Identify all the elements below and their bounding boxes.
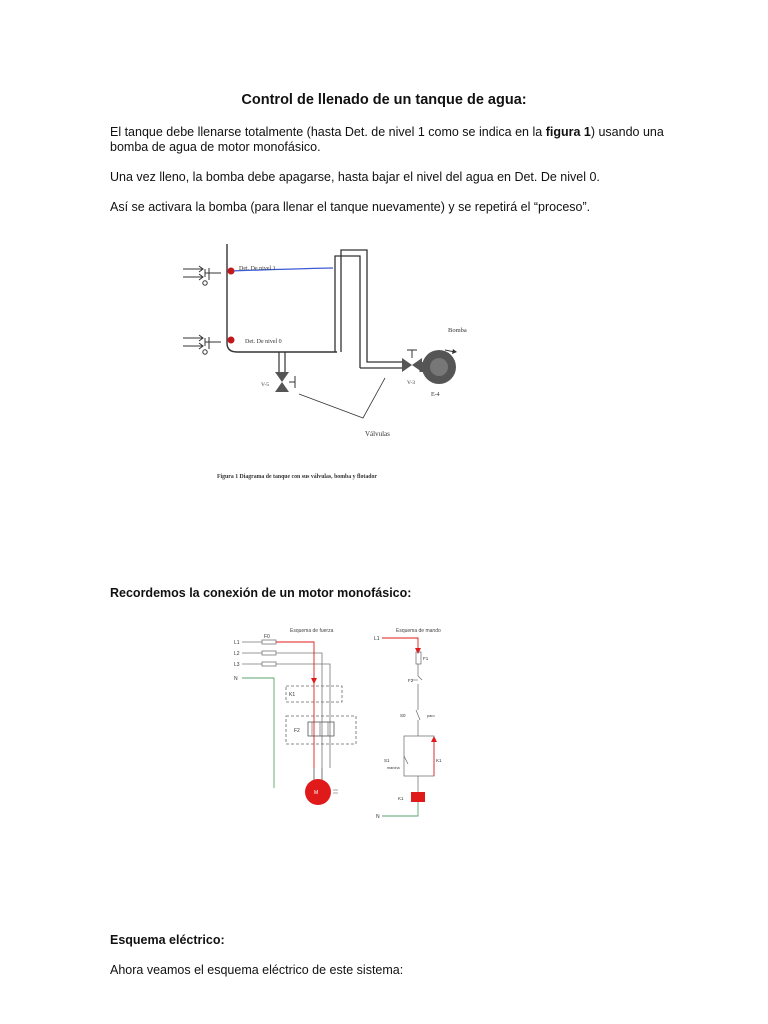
label-level-0: Det. De nivel 0: [245, 339, 282, 345]
figure-reference: figura 1: [545, 125, 591, 139]
level-1-sensor: [228, 268, 235, 275]
label-valves: Válvulas: [365, 430, 390, 438]
label-control-K1: K1: [436, 758, 442, 763]
level-0-sensor: [228, 337, 235, 344]
label-S0-note: paro: [427, 714, 435, 718]
heading-electric-scheme: Esquema eléctrico:: [110, 933, 225, 947]
label-pump: Bomba: [448, 327, 467, 334]
paragraph-restart: Así se activara la bomba (para llenar el tanque nuevamente) y se repetirá el “proceso”.: [110, 200, 591, 214]
label-N: N: [234, 676, 238, 682]
label-v3: V-3: [407, 380, 416, 386]
control-phase-wire: [382, 638, 418, 652]
label-F2: F2: [294, 728, 300, 734]
control-neutral-wire: [382, 802, 418, 816]
label-S1-note: marcha: [387, 766, 400, 770]
level-1-switch: [183, 266, 221, 285]
label-S0: S0: [400, 713, 406, 718]
label-L3: L3: [234, 662, 240, 668]
label-control-F2: F2: [408, 678, 414, 683]
label-motor: M: [314, 790, 319, 796]
pipe-inlet-inner: [341, 250, 402, 362]
label-coil-K1: K1: [398, 796, 404, 801]
motor-wiring-diagram: [228, 618, 460, 828]
label-L1: L1: [234, 640, 240, 646]
label-F1: F1: [423, 656, 429, 661]
coil-K1: [411, 792, 425, 802]
level-0-switch: [183, 335, 221, 354]
pipe-inlet: [335, 256, 360, 368]
paragraph-electric-intro: Ahora veamos el esquema eléctrico de este sistema:: [110, 963, 404, 977]
label-level-1: Det. De nivel 1: [239, 266, 276, 272]
paragraph-intro: El tanque debe llenarse totalmente (hasta Det. de nivel 1 como se indica en la figura 1) usando una bomba de agua de motor monofásico.: [110, 125, 664, 154]
valve-v3: [402, 358, 422, 372]
label-L2: L2: [234, 651, 240, 657]
heading-motor-connection: Recordemos la conexión de un motor monofásico:: [110, 586, 412, 600]
tank-diagram: [175, 236, 475, 486]
figure1-caption: Figura 1 Diagrama de tanque con sus válvulas, bomba y flotador: [217, 474, 377, 480]
label-e4: E-4: [431, 392, 440, 398]
tank-outline: [227, 244, 337, 352]
valve-v5: [275, 372, 289, 392]
label-F0: F0: [264, 634, 270, 640]
outlet-pipe: [279, 352, 285, 372]
label-control-scheme: Esquema de mando: [396, 628, 441, 634]
label-power-scheme: Esquema de fuerza: [290, 628, 334, 634]
neutral-wire: [242, 678, 274, 788]
label-control-L1: L1: [374, 636, 380, 642]
fuses-F0: [242, 640, 330, 768]
valves-pointer: [299, 378, 385, 418]
label-v5: V-5: [261, 382, 270, 388]
page-title: Control de llenado de un tanque de agua:: [241, 92, 527, 108]
label-K1: K1: [289, 692, 296, 698]
label-S1: S1: [384, 758, 390, 763]
label-control-N: N: [376, 814, 380, 820]
paragraph-shutdown: Una vez lleno, la bomba debe apagarse, hasta bajar el nivel del agua en Det. De nivel 0.: [110, 170, 600, 184]
